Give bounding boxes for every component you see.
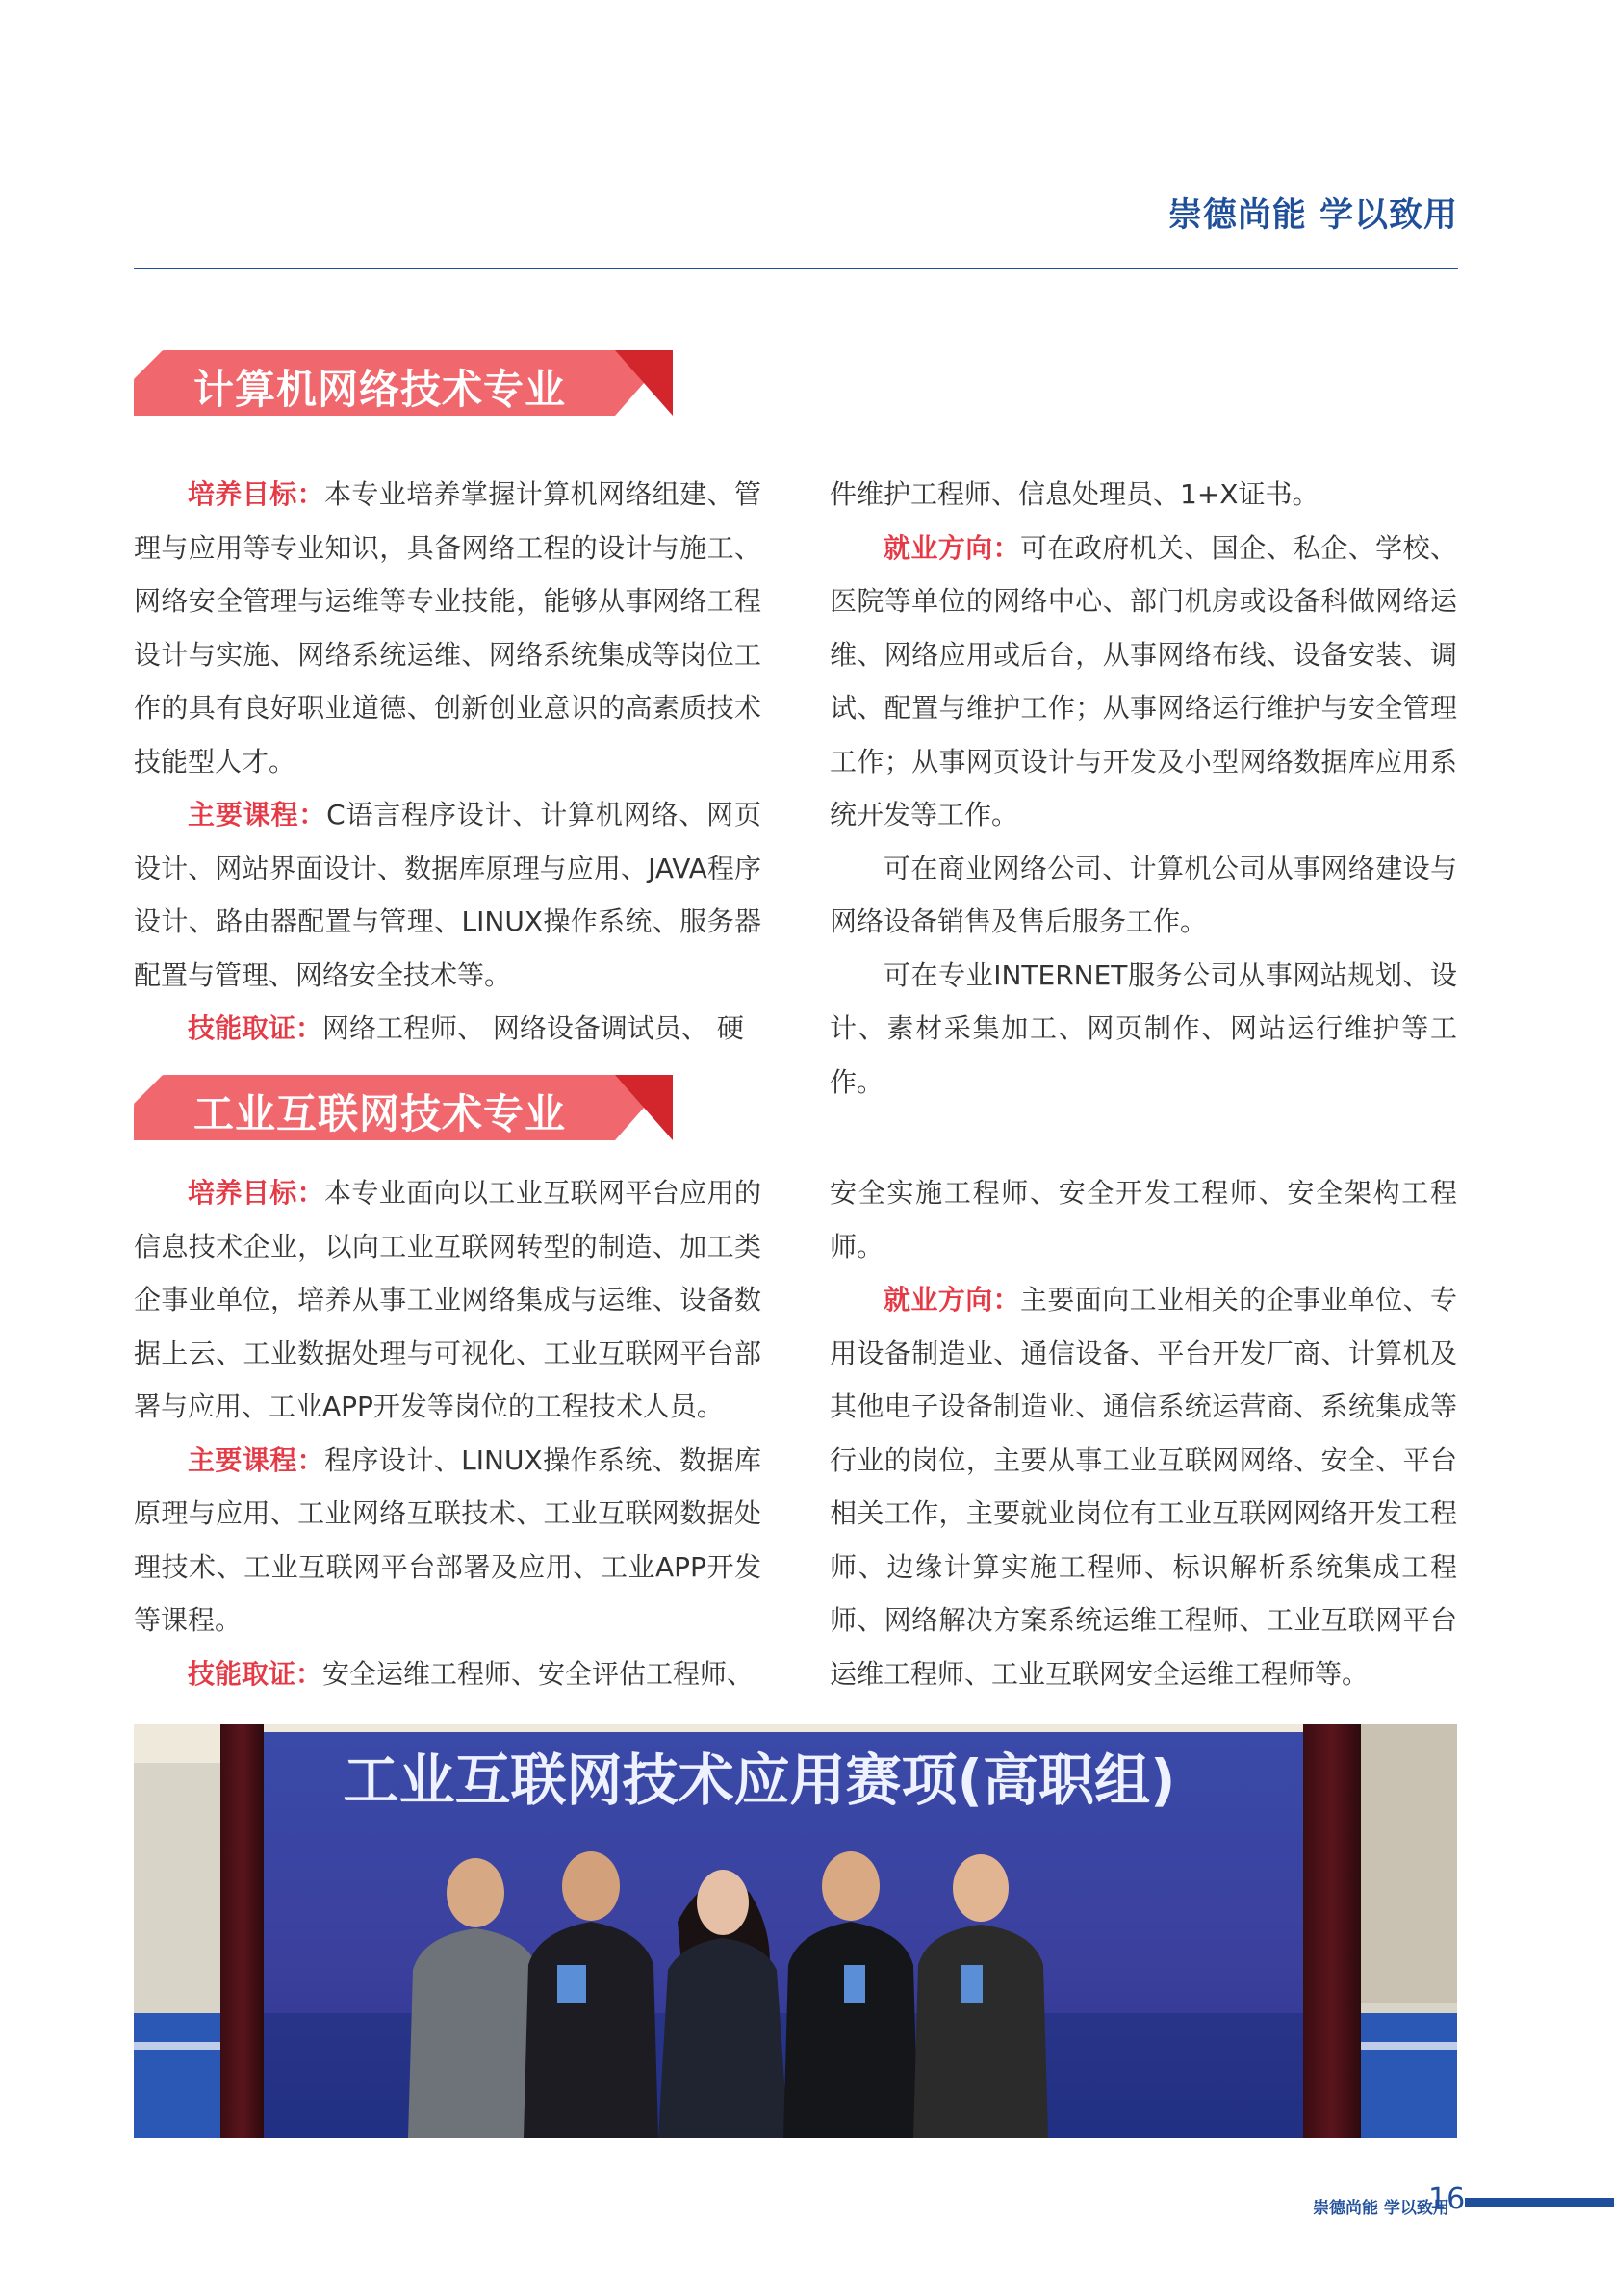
- backdrop-title: 工业互联网技术应用赛项(高职组): [343, 1748, 1176, 1813]
- section1-para-goal: 培养目标：本专业培养掌握计算机网络组建、管理与应用等专业知识，具备网络工程的设计与施工、网络安全管理与运维等专业技能，能够从事网络工程设计与实施、网络系统运维、网络系统集成等岗位工作的具有良好职业道德、创新创业意识的高素质技术技能型人才。: [134, 478, 761, 778]
- header-motto: 崇德尚能 学以致用: [1167, 196, 1458, 235]
- section2-left-column: [134, 1166, 761, 1700]
- section1-para-courses: 主要课程：C语言程序设计、计算机网络、网页设计、网站界面设计、数据库原理与应用、JAVA程序设计、路由器配置与管理、LINUX操作系统、服务器配置与管理、网络安全技术等。: [134, 799, 761, 991]
- section1-para-certs: 技能取证：网络工程师、 网络设备调试员、 硬: [188, 1012, 744, 1044]
- section2-right-column: [830, 1166, 1457, 1700]
- section2-para-goal: 培养目标：本专业面向以工业互联网平台应用的信息技术企业，以向工业互联网转型的制造、加工类企事业单位，培养从事工业网络集成与运维、设备数据上云、工业数据处理与可视化、工业互联网平台部署与应用、工业APP开发等岗位的工程技术人员。: [134, 1177, 761, 1422]
- section1-para-jobs3: 可在专业INTERNET服务公司从事网站规划、设计、素材采集加工、网页制作、网站运行维护等工作。: [830, 958, 1457, 1098]
- section1-left-column: [134, 468, 761, 1056]
- header-rule: [134, 268, 1458, 269]
- section1-para-certs-cont: 件维护工程师、信息处理员、1+X证书。: [830, 478, 1319, 510]
- section1-para-jobs: 就业方向：可在政府机关、国企、私企、学校、医院等单位的网络中心、部门机房或设备科做网络运维、网络应用或后台，从事网络布线、设备安装、调试、配置与维护工作；从事网络运行维护与安全管理工作；从事网页设计与开发及小型网络数据库应用系统开发等工作。: [830, 531, 1457, 830]
- section2-para-certs: 技能取证：安全运维工程师、安全评估工程师、: [188, 1657, 755, 1690]
- section1-right-column: [830, 468, 1457, 1109]
- section1-title: 计算机网络技术专业: [193, 366, 567, 413]
- section1-banner: [134, 350, 673, 416]
- section1-para-jobs2: 可在商业网络公司、计算机公司从事网络建设与网络设备销售及售后服务工作。: [830, 852, 1457, 937]
- section2-title: 工业互联网技术专业: [193, 1090, 567, 1137]
- section2-banner: [134, 1075, 673, 1140]
- section2-para-courses: 主要课程：程序设计、LINUX操作系统、数据库原理与应用、工业网络互联技术、工业互联网数据处理技术、工业互联网平台部署及应用、工业APP开发等课程。: [134, 1443, 761, 1636]
- section2-para-certs-cont: 安全实施工程师、安全开发工程师、安全架构工程师。: [830, 1177, 1457, 1263]
- section2-para-jobs: 就业方向：主要面向工业相关的企事业单位、专用设备制造业、通信设备、平台开发厂商、计算机及其他电子设备制造业、通信系统运营商、系统集成等行业的岗位，主要从事工业互联网网络、安全、平台相关工作，主要就业岗位有工业互联网网络开发工程师、边缘计算实施工程师、标识解析系统集成工程师、网络解决方案系统运维工程师、工业互联网平台运维工程师、工业互联网安全运维工程师等。: [830, 1284, 1457, 1690]
- page-number: 16: [1428, 2182, 1466, 2216]
- group-photo: [134, 1724, 1457, 2138]
- footer-motto: 崇德尚能 学以致用: [1313, 2199, 1449, 2218]
- footer-bar: [1465, 2198, 1614, 2207]
